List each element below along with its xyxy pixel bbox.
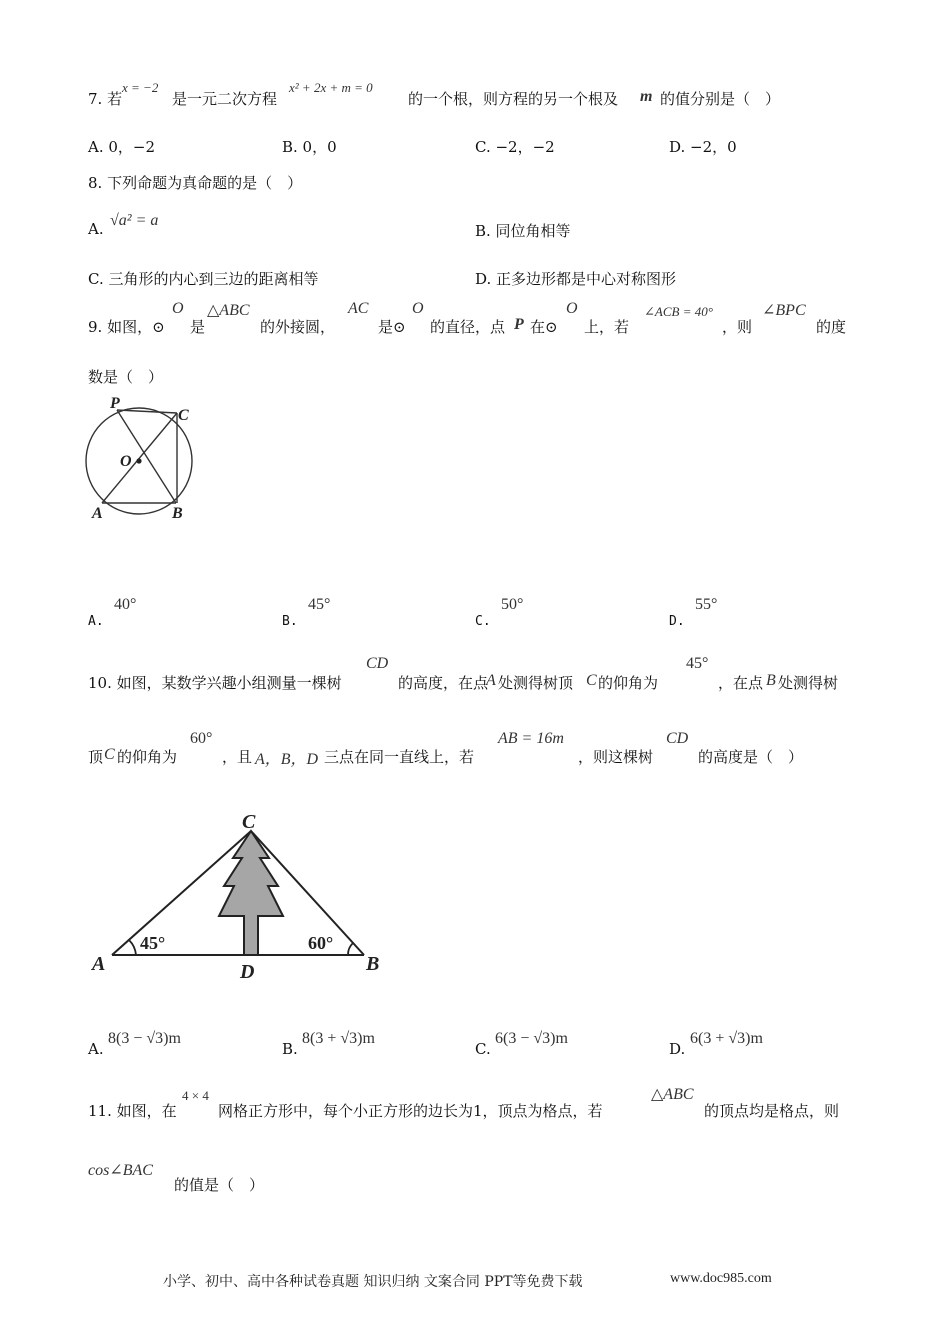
q9-fig-label-p: P (110, 395, 120, 412)
q9-fig-label-o: O (120, 453, 132, 470)
q10-math-60: 60° (190, 730, 213, 747)
q10-math-45: 45° (686, 655, 709, 672)
q9-option-c-value: 50° (501, 596, 524, 613)
q10-text-5: ，在点 (718, 674, 764, 692)
q10-text-8: 的仰角为 (117, 748, 178, 766)
q8-option-a-math: √a² = a (110, 212, 159, 229)
q11-math-cos: cos∠BAC (88, 1162, 153, 1179)
q7-num: 7. 若 (88, 90, 123, 108)
q10-option-a-value: 8(3 − √3)m (108, 1030, 181, 1047)
q9-fig-label-a: A (92, 505, 103, 522)
q8-option-a-label: A. (88, 220, 104, 238)
q9-text-9: 数是（ ） (88, 368, 164, 386)
q9-text-7: ，则 (722, 318, 753, 336)
q10-text-9: ，且 (222, 748, 253, 766)
q10-math-cd2: CD (666, 730, 689, 747)
q10-option-b-label: B. (282, 1040, 298, 1058)
q10-text-12: 的高度是（ ） (698, 748, 804, 766)
q10-text-1: 10. 如图，某数学兴趣小组测量一棵树 (88, 674, 342, 692)
q10-text-7: 顶 (88, 748, 104, 766)
q10-text-6: 处测得树 (778, 674, 839, 692)
footer-url: www.doc985.com (670, 1271, 772, 1286)
q8-option-c: C. 三角形的内心到三边的距离相等 (88, 270, 319, 288)
q10-fig-label-b: B (366, 953, 380, 975)
q7-option-d: D. −2，0 (669, 138, 737, 156)
q9-option-b-label: B. (282, 614, 298, 629)
q9-fig-label-b: B (172, 505, 183, 522)
q10-fig-label-d: D (240, 961, 255, 983)
q8-stem: 8. 下列命题为真命题的是（ ） (88, 174, 303, 192)
q10-math-cd: CD (366, 655, 389, 672)
q10-fig-label-c: C (242, 811, 256, 833)
q9-circle-figure (80, 390, 230, 525)
q9-option-d-value: 55° (695, 596, 718, 613)
footer-text: 小学、初中、高中各种试卷真题 知识归纳 文案合同 PPT等免费下载 (163, 1274, 583, 1290)
q9-text-4: 的直径，点 (430, 318, 506, 336)
q9-math-triangle: △ABC (207, 302, 250, 319)
q10-fig-label-a: A (92, 953, 106, 975)
q9-text-2: 的外接圆， (260, 318, 336, 336)
q10-text-11: ，则这棵树 (578, 748, 654, 766)
q10-text-3: 处测得树顶 (498, 674, 574, 692)
q7-math-root: x = −2 (122, 80, 159, 95)
q9-option-c-label: C. (475, 614, 491, 629)
q9-math-angle-acb: ∠ACB = 40° (644, 304, 713, 319)
q9-num: 9. 如图，⊙ (88, 318, 165, 336)
q9-text-3: 是⊙ (378, 318, 406, 336)
q9-math-o3: O (566, 300, 578, 317)
q10-fig-angle-b: 60° (308, 933, 334, 953)
q9-fig-label-c: C (178, 407, 189, 424)
q10-point-a: A (486, 672, 496, 689)
q11-math-triangle: △ABC (651, 1086, 694, 1103)
q7-option-b: B. 0，0 (282, 138, 337, 156)
q7-text-1: 是一元二次方程 (172, 90, 278, 108)
q9-option-d-label: D. (669, 614, 685, 629)
q9-option-a-value: 40° (114, 596, 137, 613)
q11-text-4: 的值是（ ） (174, 1176, 265, 1194)
q10-math-ab: AB = 16m (498, 730, 564, 747)
q9-point-p: P (514, 316, 524, 333)
q9-math-angle-bpc: ∠BPC (762, 302, 806, 319)
q11-text-2: 网格正方形中，每个小正方形的边长为1，顶点为格点，若 (218, 1102, 603, 1120)
q9-text-1: 是 (190, 318, 206, 336)
q9-option-b-value: 45° (308, 596, 331, 613)
q11-text-3: 的顶点均是格点，则 (704, 1102, 840, 1120)
q11-text-1: 11. 如图，在 (88, 1102, 177, 1120)
q7-option-a: A. 0，−2 (88, 138, 156, 156)
q10-point-c2: C (104, 746, 115, 763)
q9-math-ac: AC (348, 300, 369, 317)
q9-math-o2: O (412, 300, 424, 317)
q10-tree-figure (86, 806, 396, 986)
q9-text-5: 在⊙ (530, 318, 558, 336)
q9-text-6: 上，若 (584, 318, 630, 336)
q7-text-3: 的值分别是（ ） (660, 90, 781, 108)
q11-math-grid: 4 × 4 (182, 1088, 209, 1103)
q10-fig-angle-a: 45° (140, 933, 166, 953)
q7-math-equation: x² + 2x + m = 0 (289, 80, 373, 95)
q10-option-d-label: D. (669, 1040, 686, 1058)
q7-text-2: 的一个根，则方程的另一个根及 (408, 90, 619, 108)
q7-option-c: C. −2，−2 (475, 138, 555, 156)
q10-option-c-label: C. (475, 1040, 491, 1058)
q10-option-b-value: 8(3 + √3)m (302, 1030, 375, 1047)
q8-option-d: D. 正多边形都是中心对称图形 (475, 270, 677, 288)
q10-option-d-value: 6(3 + √3)m (690, 1030, 763, 1047)
q10-point-c: C (586, 672, 597, 689)
q10-text-10: 三点在同一直线上，若 (324, 748, 475, 766)
q9-text-8: 的度 (816, 318, 847, 336)
q9-math-o1: O (172, 300, 184, 317)
q10-point-b: B (766, 672, 776, 689)
q10-points-abd: A，B，D (255, 751, 319, 768)
q10-option-c-value: 6(3 − √3)m (495, 1030, 568, 1047)
q9-option-a-label: A. (88, 614, 104, 629)
q10-option-a-label: A. (88, 1040, 104, 1058)
q8-option-b: B. 同位角相等 (475, 222, 571, 240)
q10-text-4: 的仰角为 (598, 674, 659, 692)
q10-text-2: 的高度，在点 (398, 674, 489, 692)
q7-math-m: m (640, 88, 653, 105)
